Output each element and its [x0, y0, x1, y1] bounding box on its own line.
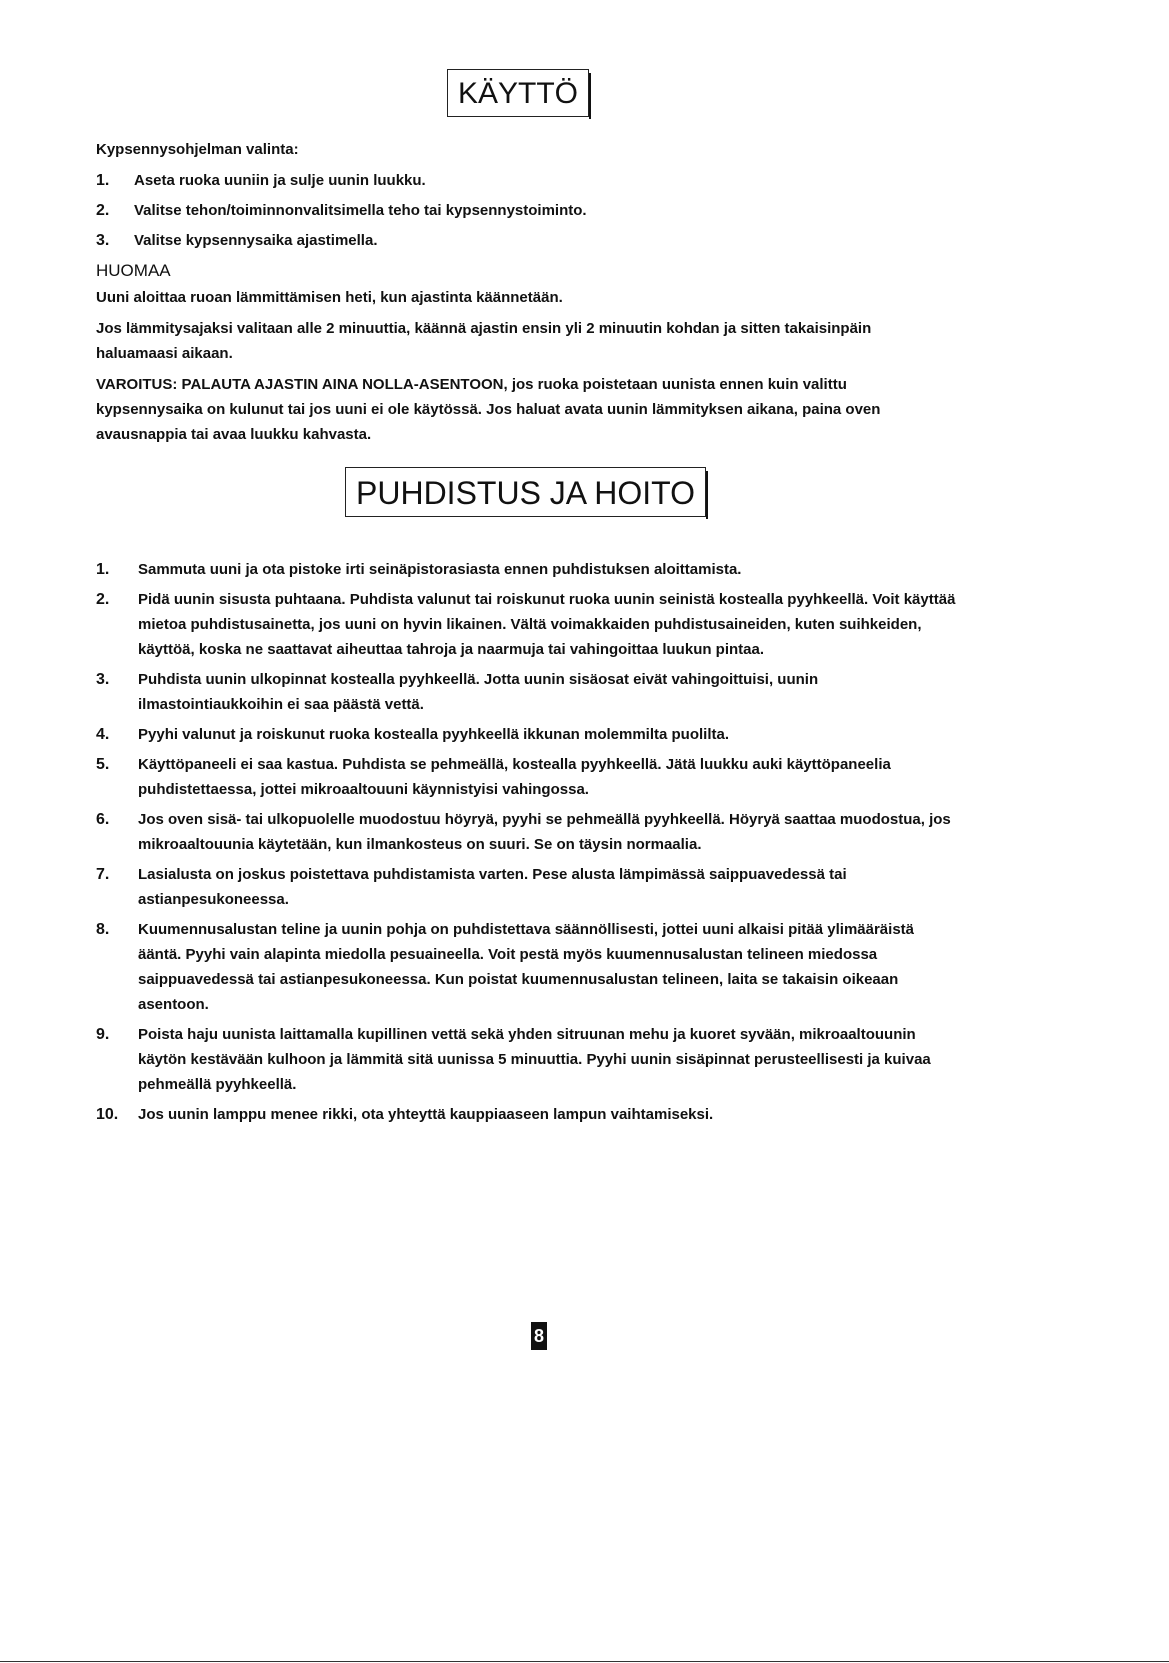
item-number: 5.: [96, 756, 110, 773]
step-text: Valitse tehon/toiminnonvalitsimella teho tai kypsennystoiminto.: [134, 202, 587, 219]
item-number: 9.: [96, 1026, 110, 1043]
usage-step: [96, 229, 956, 252]
item-text: Lasialusta on joskus poistettava puhdistamista varten. Pese alusta lämpimässä saippuavedessä tai astianpesukoneessa.: [138, 866, 847, 908]
item-text: Jos uunin lamppu menee rikki, ota yhteyttä kauppiaaseen lampun vaihtamiseksi.: [138, 1106, 714, 1123]
cleaning-item: [96, 587, 956, 662]
bottom-rule: [0, 1661, 1169, 1662]
item-text: Poista haju uunista laittamalla kupillinen vettä sekä yhden sitruunan mehu ja kuoret syvään, mikroaaltouunin käytön kestävään kulhoon ja lämmitä sitä uunissa 5 minuuttia. Pyyhi uunin sisäpinnat perusteellisesti ja kuivaa pehmeällä pyyhkeellä.: [138, 1026, 931, 1093]
item-number: 10.: [96, 1106, 119, 1123]
item-text: Jos oven sisä- tai ulkopuolelle muodostuu höyryä, pyyhi se pehmeällä pyyhkeellä. Höyryä saattaa muodostua, jos mikroaaltouunia käytetään, kun ilmankosteus on suuri. Se on täysin normaalia.: [138, 811, 951, 853]
item-text: Puhdista uunin ulkopinnat kostealla pyyhkeellä. Jotta uunin sisäosat eivät vahingoittuisi, uunin ilmastointiaukkoihin ei saa päästä vettä.: [138, 671, 819, 713]
cleaning-item: [96, 862, 956, 912]
item-number: 7.: [96, 866, 110, 883]
usage-section: [96, 138, 956, 453]
item-text: Pidä uunin sisusta puhtaana. Puhdista valunut tai roiskunut ruoka uunin seinistä kostealla pyyhkeellä. Voit käyttää mietoa puhdistusainetta, jos uuni on hyvin likainen. Vältä voimakkaiden puhdistusaineiden, kuten suihkeiden, käyttöä, koska ne saattavat aiheuttaa tahroja ja naarmuja tai vahingoittaa luukun pintaa.: [138, 591, 956, 658]
cleaning-item: [96, 752, 956, 802]
item-number: 1.: [96, 561, 110, 578]
usage-step: [96, 199, 956, 222]
step-text: Aseta ruoka uuniin ja sulje uunin luukku.: [134, 172, 426, 189]
cleaning-item: [96, 1022, 956, 1097]
step-number: 2.: [96, 202, 110, 219]
usage-intro: Kypsennysohjelman valinta:: [96, 141, 299, 158]
cleaning-item: [96, 917, 956, 1017]
section-title-kaytto: KÄYTTÖ: [447, 69, 589, 117]
item-number: 6.: [96, 811, 110, 828]
note-paragraph: Uuni aloittaa ruoan lämmittämisen heti, kun ajastinta käännetään.: [96, 289, 563, 306]
item-number: 8.: [96, 921, 110, 938]
page-number: 8: [531, 1322, 547, 1350]
item-text: Sammuta uuni ja ota pistoke irti seinäpistorasiasta ennen puhdistuksen aloittamista.: [138, 561, 742, 578]
cleaning-item: [96, 557, 956, 582]
item-text: Käyttöpaneeli ei saa kastua. Puhdista se pehmeällä, kostealla pyyhkeellä. Jätä luukku auki käyttöpaneelia puhdistettaessa, jottei mikroaaltouuni käynnistyisi vahingossa.: [138, 756, 891, 798]
item-text: Kuumennusalustan teline ja uunin pohja on puhdistettava säännöllisesti, jottei uuni alkaisi pitää ylimääräistä ääntä. Pyyhi vain alapinta miedolla pesuaineella. Voit pestä myös kuumennusalustan telineen miedossa saippuavedessä tai astianpesukoneessa. Kun poistat kuumennusalustan telineen, laita se takaisin oikeaan asentoon.: [138, 921, 915, 1013]
item-number: 2.: [96, 591, 110, 608]
item-number: 4.: [96, 726, 110, 743]
note-paragraph: Jos lämmitysajaksi valitaan alle 2 minuuttia, käännä ajastin ensin yli 2 minuutin kohdan ja sitten takaisinpäin haluamaasi aikaan.: [96, 320, 872, 362]
item-number: 3.: [96, 671, 110, 688]
step-text: Valitse kypsennysaika ajastimella.: [134, 232, 378, 249]
cleaning-item: [96, 722, 956, 747]
usage-step: [96, 169, 956, 192]
cleaning-section: [96, 557, 956, 1132]
warning-paragraph: VAROITUS: PALAUTA AJASTIN AINA NOLLA-ASENTOON, jos ruoka poistetaan uunista ennen kuin valittu kypsennysaika on kulunut tai jos uuni ei ole käytössä. Jos haluat avata uunin lämmityksen aikana, paina oven avausnappia tai avaa luukku kahvasta.: [96, 376, 881, 443]
section-title-puhdistus: PUHDISTUS JA HOITO: [345, 467, 706, 517]
step-number: 3.: [96, 232, 110, 249]
note-heading: HUOMAA: [96, 261, 171, 280]
cleaning-item: [96, 1102, 956, 1127]
item-text: Pyyhi valunut ja roiskunut ruoka kostealla pyyhkeellä ikkunan molemmilta puolilta.: [138, 726, 730, 743]
step-number: 1.: [96, 172, 110, 189]
cleaning-item: [96, 667, 956, 717]
cleaning-item: [96, 807, 956, 857]
